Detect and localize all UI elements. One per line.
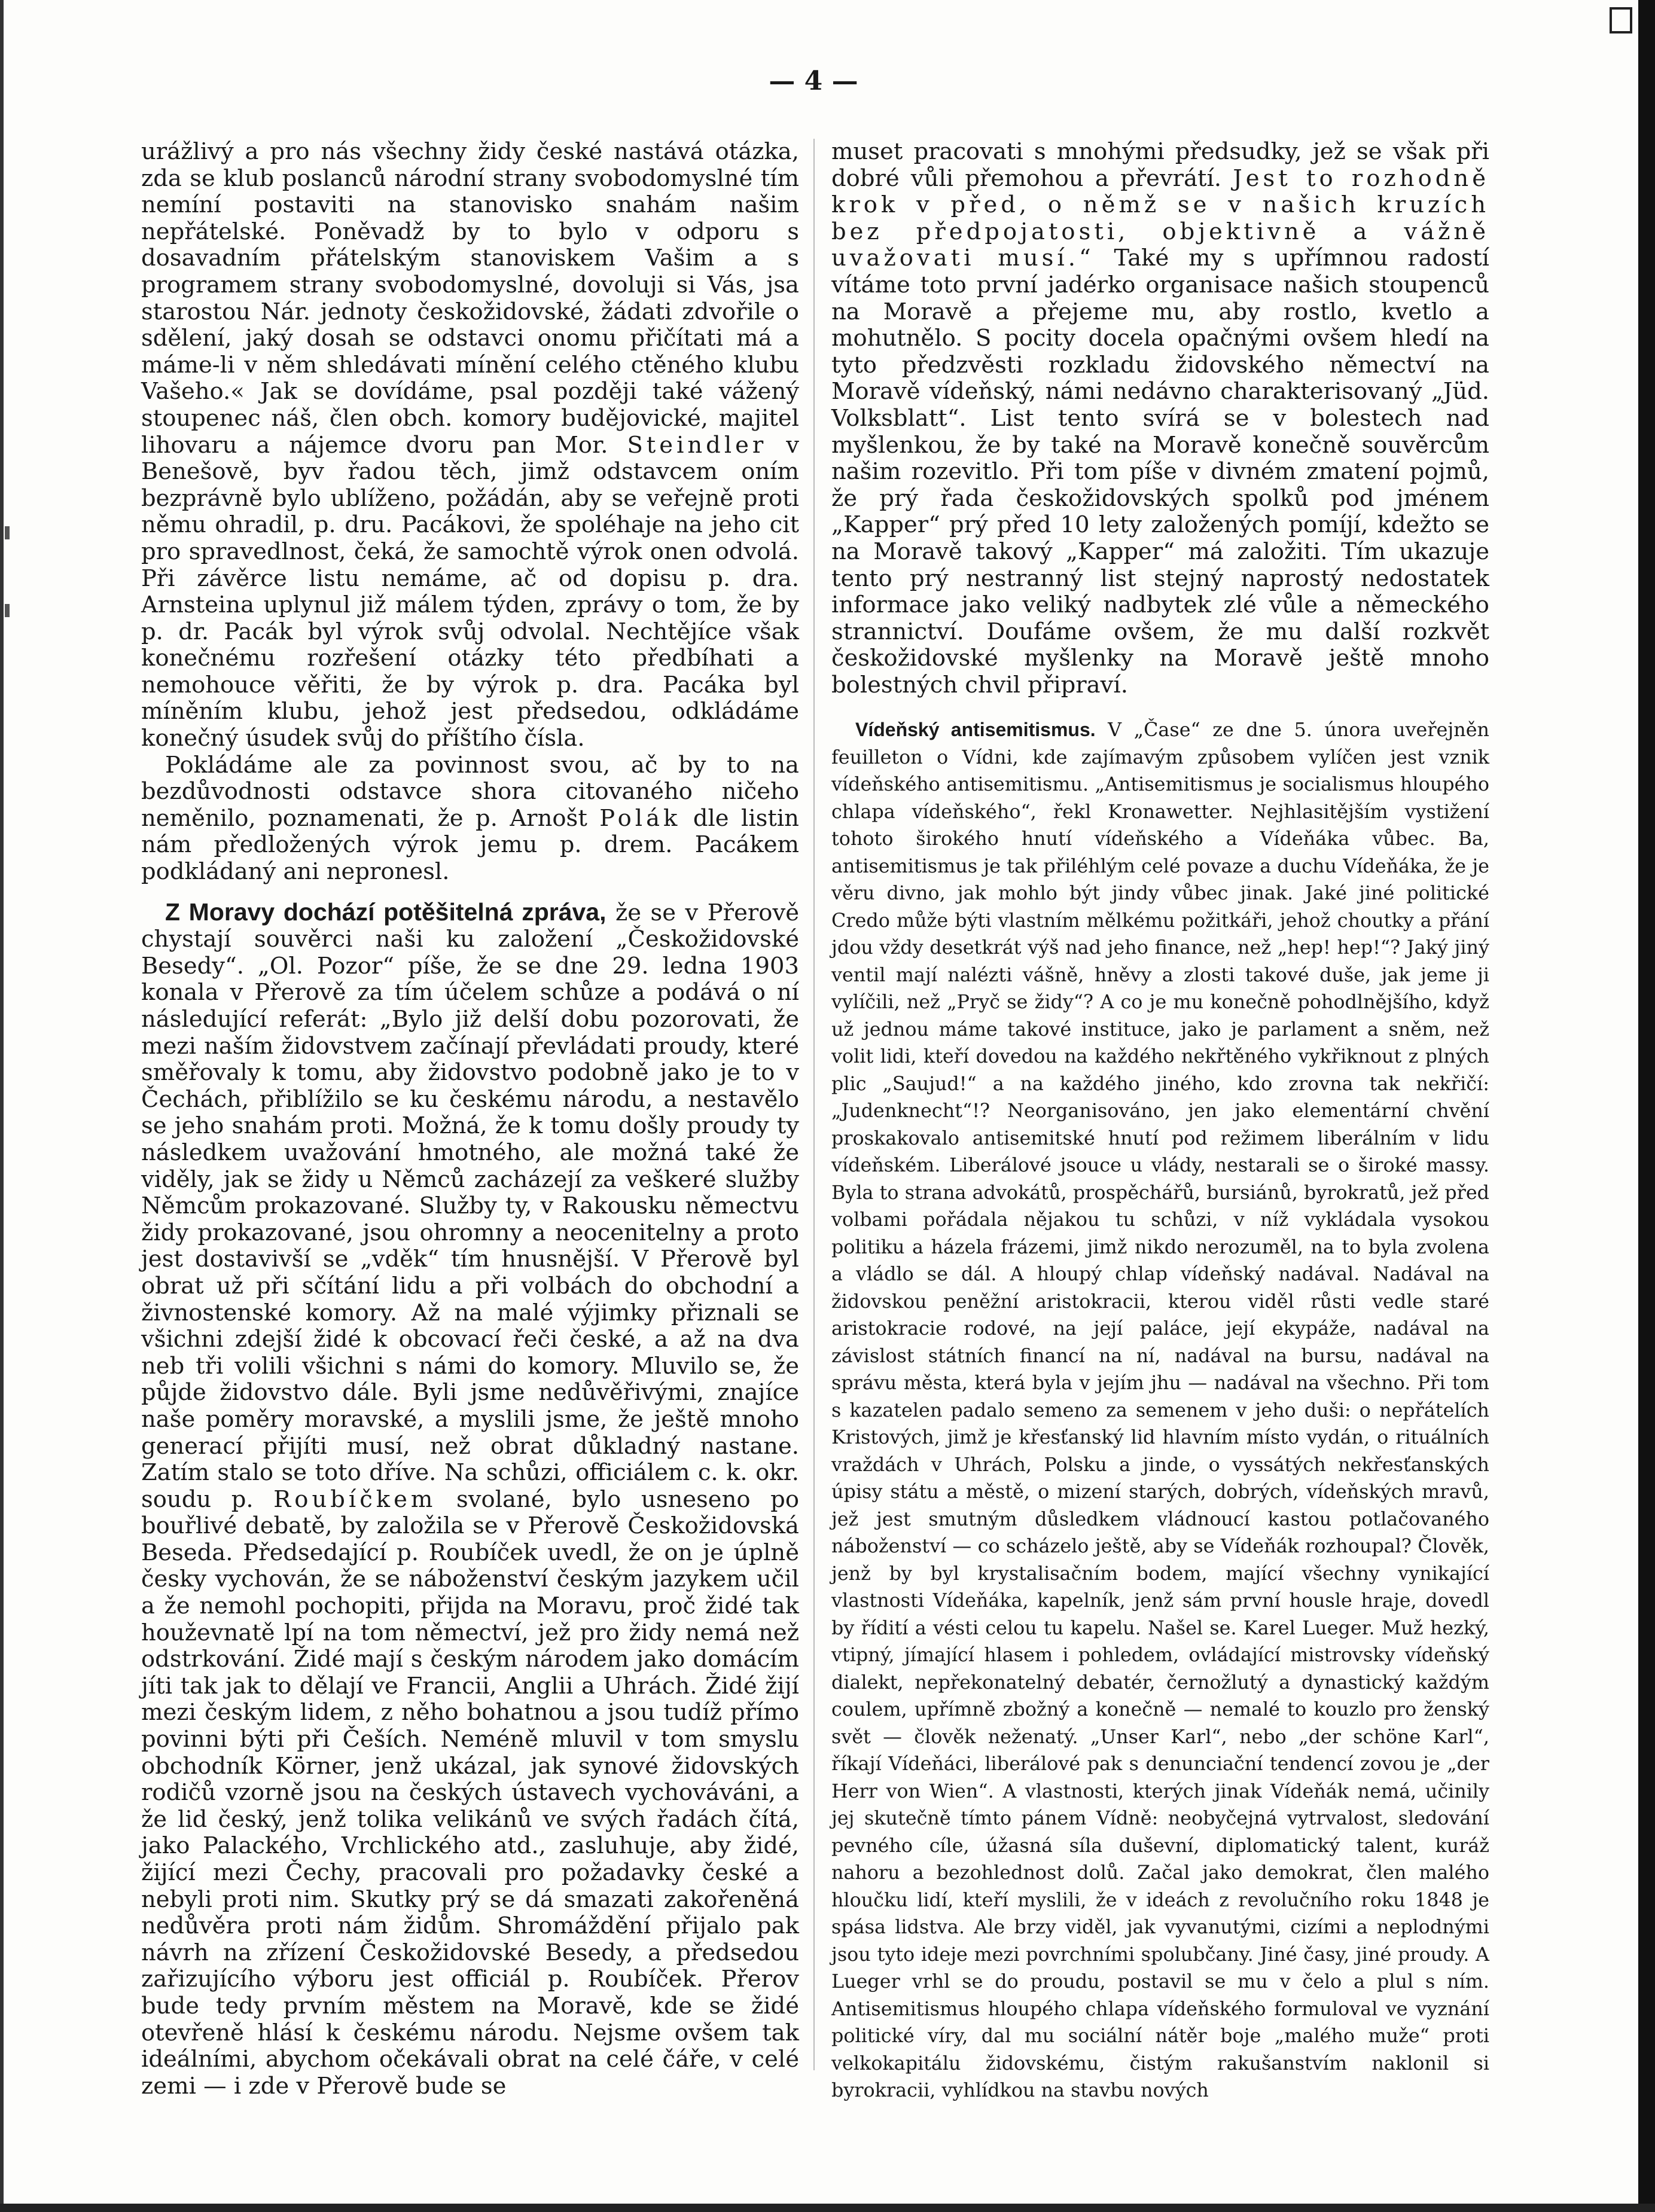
page-number: — 4 — (769, 66, 858, 96)
margin-mark (5, 526, 10, 539)
section-vienna-antisemitism: Vídeňský antisemitismus. V „Čase“ ze dne 5. února uveřejněn feuilleton o Vídni, kde zajímavým způsobem vylíčen jest vznik vídeňského antisemitismu. „Antisemitismus je socialismus hloupého chlapa vídeňského“, řekl Kronawetter. Nejhlasitějším vystižení tohoto širokého hnutí vídeňského a Vídeňáka vůbec. Ba, antisemitismus je tak přiléhlým celé povaze a duchu Vídeňáka, že je věru divno, jak mohlo být jindy vůbec jinak. Jaké jiné politické Credo může býti vlastním mělkému požitkáři, jehož choutky a přání jdou vždy desetkrát výš nad jeho finance, než „hep! hep!“? Jaký jiný ventil mají nalézti vášně, hněvy a zlosti takové duše, jak jeme ji vylíčili, než „Pryč se židy“? A co je mu konečně pohodlnějšího, když už jednou máme takové instituce, jako je parlament a sněm, než volit lidi, kteří dovedou na každého nekřtěného vykřiknout z plných plic „Saujud!“ a na každého jiného, kdo zrovna tak nekřičí: „Judenknecht“!? Neorganisováno, jen jako elementární chvění proskakovalo antisemitské hnutí pod režimem liberálním v lidu vídeňském. Liberálové jsouce u vlády, nestarali se o široké massy. Byla to strana advokátů, prospěchářů, bursiánů, byrokratů, jež před volbami pořádala nějakou tu schůzi, v níž vykládala vysokou politiku a házela frázemi, jimž nikdo nerozuměl, na to byla zvolena a vládlo se dál. A hloupý chlap vídeňský nadával. Nadával na židovskou peněžní aristokracii, kterou viděl růsti vedle staré aristokracie rodové, na její paláce, její ekypáže, nadával na závislost státních financí na ní, nadával na bursu, nadával na správu města, která byla v jejím jhu — nadával na všechno. Při tom s kazatelen padalo semeno za semenem v jeho duši: o nepřátelích Kristových, jimž je křesťanský lid hlavním místo vydán, o rituálních vraždách v Uhrách, Polsku a jinde, o vyssátých nekřesťanských úpisy státu a městě, o mizení starých, dobrých, vídeňských mravů, jež jest smutným důsledkem vládnoucí kastou potlačovaného náboženství — co scházelo ještě, aby se Vídeňák rozhoupal? Člověk, jenž by byl krystalisačním bodem, mající všechny vynikající vlastnosti Vídeňáka, kapelník, jenž sám první housle hraje, dovedl by řídití a vésti celou tu kapelu. Našel se. Karel Lueger. Muž hezký, vtipný, jímající hlasem i pohledem, ovládající mistrovsky vídeňský dialekt, nepřekonatelný debatér, černožlutý a dynastický každým coulem, upřímně zbožný a konečně — nemalé to kouzlo pro ženský svět — člověk neženatý. „Unser Karl“, nebo „der schöne Karl“, říkají Vídeňáci, liberálové pak s denunciační tendencí zovou je „der Herr von Wien“. A vlastnosti, kterých jinak Vídeňák nemá, učinily jej skutečně tímto pánem Vídně: neobyčejná vytrvalost, sledování pevného cíle, úžasná síla duševní, diplomatický talent, kuráž nahoru a bezohlednost dolů. Začal jako demokrat, člen malého hloučku lidí, kteří myslili, že v ideách z revolučního roku 1848 je spása lidstva. Ale brzy viděl, jak vyvanutými, cizími a neplodnými jsou tyto ideje mezi povrchními spolubčany. Jiné časy, jiné proudy. A Lueger vrhl se do proudu, postavil se mu v čelo a plul s ním. Antisemitismus hloupého chlapa vídeňského formuloval ve vyznání politické víry, dal mu sociální nátěr boje „malého muže“ proti velkokapitálu židovskému, čistým rakušanstvím naklonil si byrokracii, vyhlídkou na stavbu nových (831, 719, 1490, 2102)
margin-mark (5, 604, 10, 617)
column-divider (813, 139, 815, 2070)
scan-edge-left (0, 0, 4, 2212)
scan-edge-right (1638, 0, 1655, 2212)
left-column (141, 139, 799, 2100)
scan-edge-bottom (0, 2204, 1655, 2212)
section-heading: Vídeňský antisemitismus. (855, 719, 1096, 741)
scan-corner-mark (1610, 7, 1632, 33)
right-column (831, 139, 1489, 2104)
paragraph: urážlivý a pro nás všechny židy české nastává otázka, zda se klub poslanců národní strany svobodomyslné tím nemíní postaviti na stanovisko snahám našim nepřátelské. Poněvadž by to bylo v odporu s dosavadním přátelským stanoviskem Vašim a s programem strany svobodomyslné, dovoluji si Vás, jsa starostou Nár. jednoty českožidovské, žádati zdvořile o sdělení, jaký dosah se odstavci onomu přičítati má a máme-li v něm shledávati mínění celého ctěného klubu Vašeho.« Jak se dovídáme, psal později také vážený stoupenec náš, člen obch. komory budějovické, majitel lihovaru a nájemce dvoru pan Mor. Steindler v Benešově, byv řadou těch, jimž odstavcem oním bezprávně bylo ublíženo, požádán, aby se veřejně proti němu ohradil, p. dru. Pacákovi, že spoléhaje na jeho cit pro spravedlnost, čeká, že samochtě výrok onen odvolá. Při závěrce listu nemáme, ač od dopisu p. dra. Arnsteina uplynul již málem týden, zprávy o tom, že by p. dr. Pacák byl výrok svůj odvolal. Nechtějíce však konečnému rozřešení otázky této předbíhati a nemohouce věřiti, že by výrok p. dra. Pacáka byl míněním klubu, jehož jest předsedou, odkládáme konečný úsudek svůj do příštího čísla. (141, 138, 800, 752)
section-moravia: Z Moravy dochází potěšitelná zpráva, že se v Přerově chystají souvěrci naši ku založení „Českožidovské Besedy“. „Ol. Pozor“ píše, že se dne 29. ledna 1903 konala v Přerově za tím účelem schůze a podává o ní následující referát: „Bylo již delší dobu pozorovati, že mezi naším židovstvem začínají převládati proudy, které směřovaly k tomu, aby židovstvo podobně jako je to v Čechách, přiblížilo se ku českému národu, a nestavělo se jeho snahám proti. Možná, že k tomu došly proudy ty následkem uvažování hmotného, ale možná také že viděly, jak se židy u Němců zacházejí za veškeré služby Němcům prokazované. Služby ty, v Rakousku němectvu židy prokazované, jsou ohromny a neocenitelny a proto jest dostavivší se „vděk“ tím hnusnější. V Přerově byl obrat už při sčítání lidu a při volbách do obchodní a živnostenské komory. Až na malé výjimky přiznali se všichni zdejší židé k obcovací řeči české, a až na dva neb tři volili všichni s námi do komory. Mluvilo se, že půjde židovstvo dále. Byli jsme nedůvěřivými, znajíce naše poměry moravské, a myslili jsme, že ještě mnoho generací přijíti musí, než obrat důkladný nastane. Zatím stalo se toto dříve. Na schůzi, officiálem c. k. okr. soudu p. Roubíčkem svolané, bylo usneseno po bouřlivé debatě, by založila se v Přerově Českožidovská Beseda. Předsedající p. Roubíček uvedl, že on je úplně česky vychován, že se náboženství českým jazykem učil a že nemohl pochopiti, přijda na Moravu, proč židé tak houževnatě lpí na tom němectví, jež pro židy nemá než odstrkování. Židé mají s českým národem jako domácím jíti tak jak to dělají ve Francii, Anglii a Uhrách. Židé žijí mezi českým lidem, z něho bohatnou a jsou tudíž přímo povinni býti při Češích. Neméně mluvil v tom smyslu obchodník Körner, jenž ukázal, jak synové židovských rodičů vzorně jsou na českých ústavech vychováváni, a že lid český, jenž tolika velikánů ve svých řadách čítá, jako Palackého, Vrchlického atd., zasluhuje, aby židé, žijící mezi Čechy, pracovali pro požadavky české a nebyli proti nim. Skutky prý se dá smazati zakořeněná nedůvěra proti nám židům. Shromáždění přijalo pak návrh na zřízení Českožidovské Besedy, a předsedou zařizujícího výboru jest officiál p. Roubíček. Přerov bude tedy prvním městem na Moravě, kde se židé otevřeně hlásí k českému národu. Nejsme ovšem tak ideálními, abychom očekávali obrat na celé čáře, v celé zemi — i zde v Přerově bude se (141, 898, 799, 2100)
section-heading: Z Moravy dochází potěšitelná zpráva, (165, 898, 606, 926)
paragraph: Pokládáme ale za povinnost svou, ač by to na bezdůvodnosti odstavce shora citovaného ničeho neměnilo, poznamenati, že p. Arnošt Polák dle listin nám předložených výrok jemu p. drem. Pacákem podkládaný ani nepronesl. (141, 751, 799, 886)
paragraph: muset pracovati s mnohými předsudky, jež se však při dobré vůli přemohou a převrátí. Jest to rozhodně krok v před, o němž se v našich kruzích bez předpojatosti, objektivně a vážně uvažovati musí.“ Také my s upřímnou radostí vítáme toto první jadérko organisace našich stoupenců na Moravě a přejeme mu, aby rostlo, kvetlo a mohutnělo. S pocity docela opačnými ovšem hledí na tyto předzvěsti rozkladu židovského němectví na Moravě vídeňský, námi nedávno charakterisovaný „Jüd. Volksblatt“. List tento svírá se v bolestech nad myšlenkou, že by také na Moravě konečně souvěrcům našim rozevitlo. Při tom píše v divném zmatení pojmů, že prý řada českožidovských spolků pod jménem „Kapper“ prý před 10 lety založených pomíjí, kdežto se na Moravě takový „Kapper“ má založiti. Tím ukazuje tento prý nestranný list stejný naprostý nedostatek informace jako veliký nadbytek zlé vůle a německého strannictví. Doufáme ovšem, že mu další rozkvět českožidovské myšlenky na Moravě ještě mnoho bolestných chvil připraví. (831, 138, 1489, 698)
